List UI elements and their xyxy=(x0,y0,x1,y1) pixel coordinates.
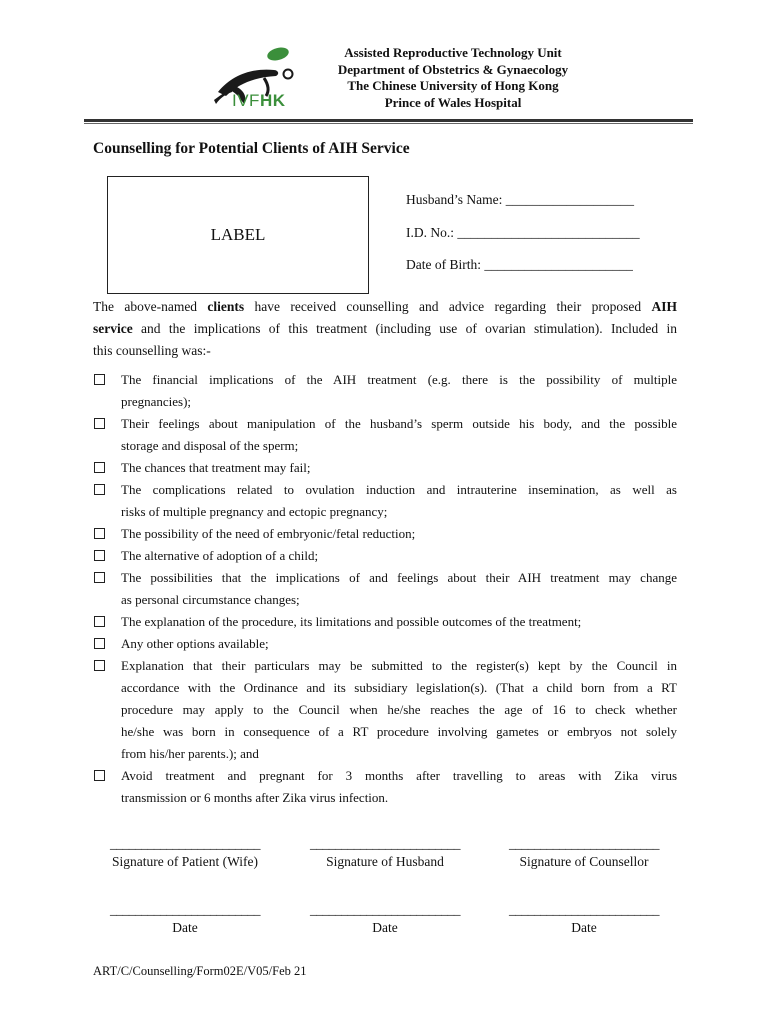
intro-paragraph xyxy=(93,296,677,362)
checklist-item-text: from his/her parents.); and xyxy=(121,746,259,761)
signature-line[interactable]: ________________________ xyxy=(110,836,260,851)
intro-line: The above-named clients have received counselling and advice regarding their proposed AIH xyxy=(93,299,677,314)
checkbox[interactable] xyxy=(94,374,105,385)
checklist-item-text: The alternative of adoption of a child; xyxy=(121,548,319,563)
checkbox[interactable] xyxy=(94,418,105,429)
signature-label: Signature of Patient (Wife) xyxy=(111,854,259,869)
id-number-field[interactable]: I.D. No.: ___________________________ xyxy=(406,225,640,240)
checklist-item xyxy=(93,457,677,479)
checklist-item xyxy=(93,567,677,611)
checklist-item-text: The chances that treatment may fail; xyxy=(121,460,311,475)
checklist-item-text: The complications related to ovulation induction and intrauterine insemination, as well as xyxy=(121,482,677,497)
checkbox[interactable] xyxy=(94,572,105,583)
checklist-item-text: The explanation of the procedure, its limitations and possible outcomes of the treatment; xyxy=(121,614,582,629)
checklist-item xyxy=(93,655,677,765)
header-divider xyxy=(84,119,693,122)
date-label: Date xyxy=(571,920,597,935)
checklist-item xyxy=(93,479,677,523)
counsellor-signature-block xyxy=(494,836,674,870)
date-label: Date xyxy=(372,920,398,935)
checklist-item-text: Avoid treatment and pregnant for 3 months after travelling to areas with Zika virus xyxy=(121,768,677,783)
checkbox[interactable] xyxy=(94,462,105,473)
header-divider-thin xyxy=(84,123,693,124)
checkbox[interactable] xyxy=(94,484,105,495)
husband-name-field[interactable]: Husband’s Name: ___________________ xyxy=(406,192,634,207)
label-box-text: LABEL xyxy=(210,225,266,244)
checklist-item-text: accordance with the Ordinance and its subsidiary legislation(s). (That a child born from a RT xyxy=(121,680,677,695)
signature-label: Signature of Counsellor xyxy=(519,854,649,869)
checklist-item-text: Any other options available; xyxy=(121,636,269,651)
checklist-item-text: as personal circumstance changes; xyxy=(121,592,300,607)
signature-line[interactable]: ________________________ xyxy=(509,836,659,851)
org-line: Prince of Wales Hospital xyxy=(384,94,522,110)
checklist-item xyxy=(93,545,677,567)
patient-label-box xyxy=(107,176,369,294)
date-line[interactable]: ________________________ xyxy=(509,902,659,917)
date-line[interactable]: ________________________ xyxy=(310,902,460,917)
checklist-item xyxy=(93,413,677,457)
husband-date-block xyxy=(295,902,475,936)
checkbox[interactable] xyxy=(94,550,105,561)
patient-date-block xyxy=(95,902,275,936)
signature-line[interactable]: ________________________ xyxy=(310,836,460,851)
page-title: Counselling for Potential Clients of AIH Service xyxy=(93,140,410,157)
counsellor-date-block xyxy=(494,902,674,936)
date-label: Date xyxy=(172,920,198,935)
checklist-item-text: The financial implications of the AIH treatment (e.g. there is the possibility of multiple xyxy=(121,372,677,387)
date-line[interactable]: ________________________ xyxy=(110,902,260,917)
checklist-item-text: he/she was born in consequence of a RT procedure involving gametes or embryos not solely xyxy=(121,724,677,739)
org-line: The Chinese University of Hong Kong xyxy=(347,78,559,93)
counselling-checklist xyxy=(93,369,677,809)
date-of-birth-field[interactable]: Date of Birth: ______________________ xyxy=(406,257,633,272)
checklist-item-text: procedure may apply to the Council when he/she reaches the age of 16 to check whether xyxy=(121,702,677,717)
checklist-item-text: The possibilities that the implications of and feelings about their AIH treatment may change xyxy=(121,570,677,585)
signature-label: Signature of Husband xyxy=(326,854,444,869)
checklist-item-text: storage and disposal of the sperm; xyxy=(121,438,299,453)
checklist-item xyxy=(93,633,677,655)
checklist-item xyxy=(93,765,677,809)
checklist-item-text: Their feelings about manipulation of the husband’s sperm outside his body, and the possible xyxy=(121,416,677,431)
checklist-item xyxy=(93,369,677,413)
org-line: Department of Obstetrics & Gynaecology xyxy=(337,61,569,77)
organization-header xyxy=(300,45,606,111)
patient-signature-block xyxy=(95,836,275,870)
checklist-item-text: pregnancies); xyxy=(121,394,192,409)
checklist-item xyxy=(93,611,677,633)
husband-signature-block xyxy=(295,836,475,870)
checkbox[interactable] xyxy=(94,528,105,539)
intro-line: this counselling was:- xyxy=(93,343,211,358)
intro-line: service and the implications of this treatment (including use of ovarian stimulation). Included in xyxy=(93,321,677,336)
form-reference-footer: ART/C/Counselling/Form02E/V05/Feb 21 xyxy=(93,964,307,978)
checkbox[interactable] xyxy=(94,616,105,627)
checklist-item-text: The possibility of the need of embryonic/fetal reduction; xyxy=(121,526,416,541)
checkbox[interactable] xyxy=(94,638,105,649)
logo-wordmark: IVFHK xyxy=(232,91,286,110)
checklist-item xyxy=(93,523,677,545)
checkbox[interactable] xyxy=(94,660,105,671)
checklist-item-text: Explanation that their particulars may be submitted to the register(s) kept by the Council in xyxy=(121,658,677,673)
checklist-item-text: risks of multiple pregnancy and ectopic pregnancy; xyxy=(121,504,388,519)
checkbox[interactable] xyxy=(94,770,105,781)
checklist-item-text: transmission or 6 months after Zika virus infection. xyxy=(121,790,389,805)
org-line: Assisted Reproductive Technology Unit xyxy=(344,45,562,60)
